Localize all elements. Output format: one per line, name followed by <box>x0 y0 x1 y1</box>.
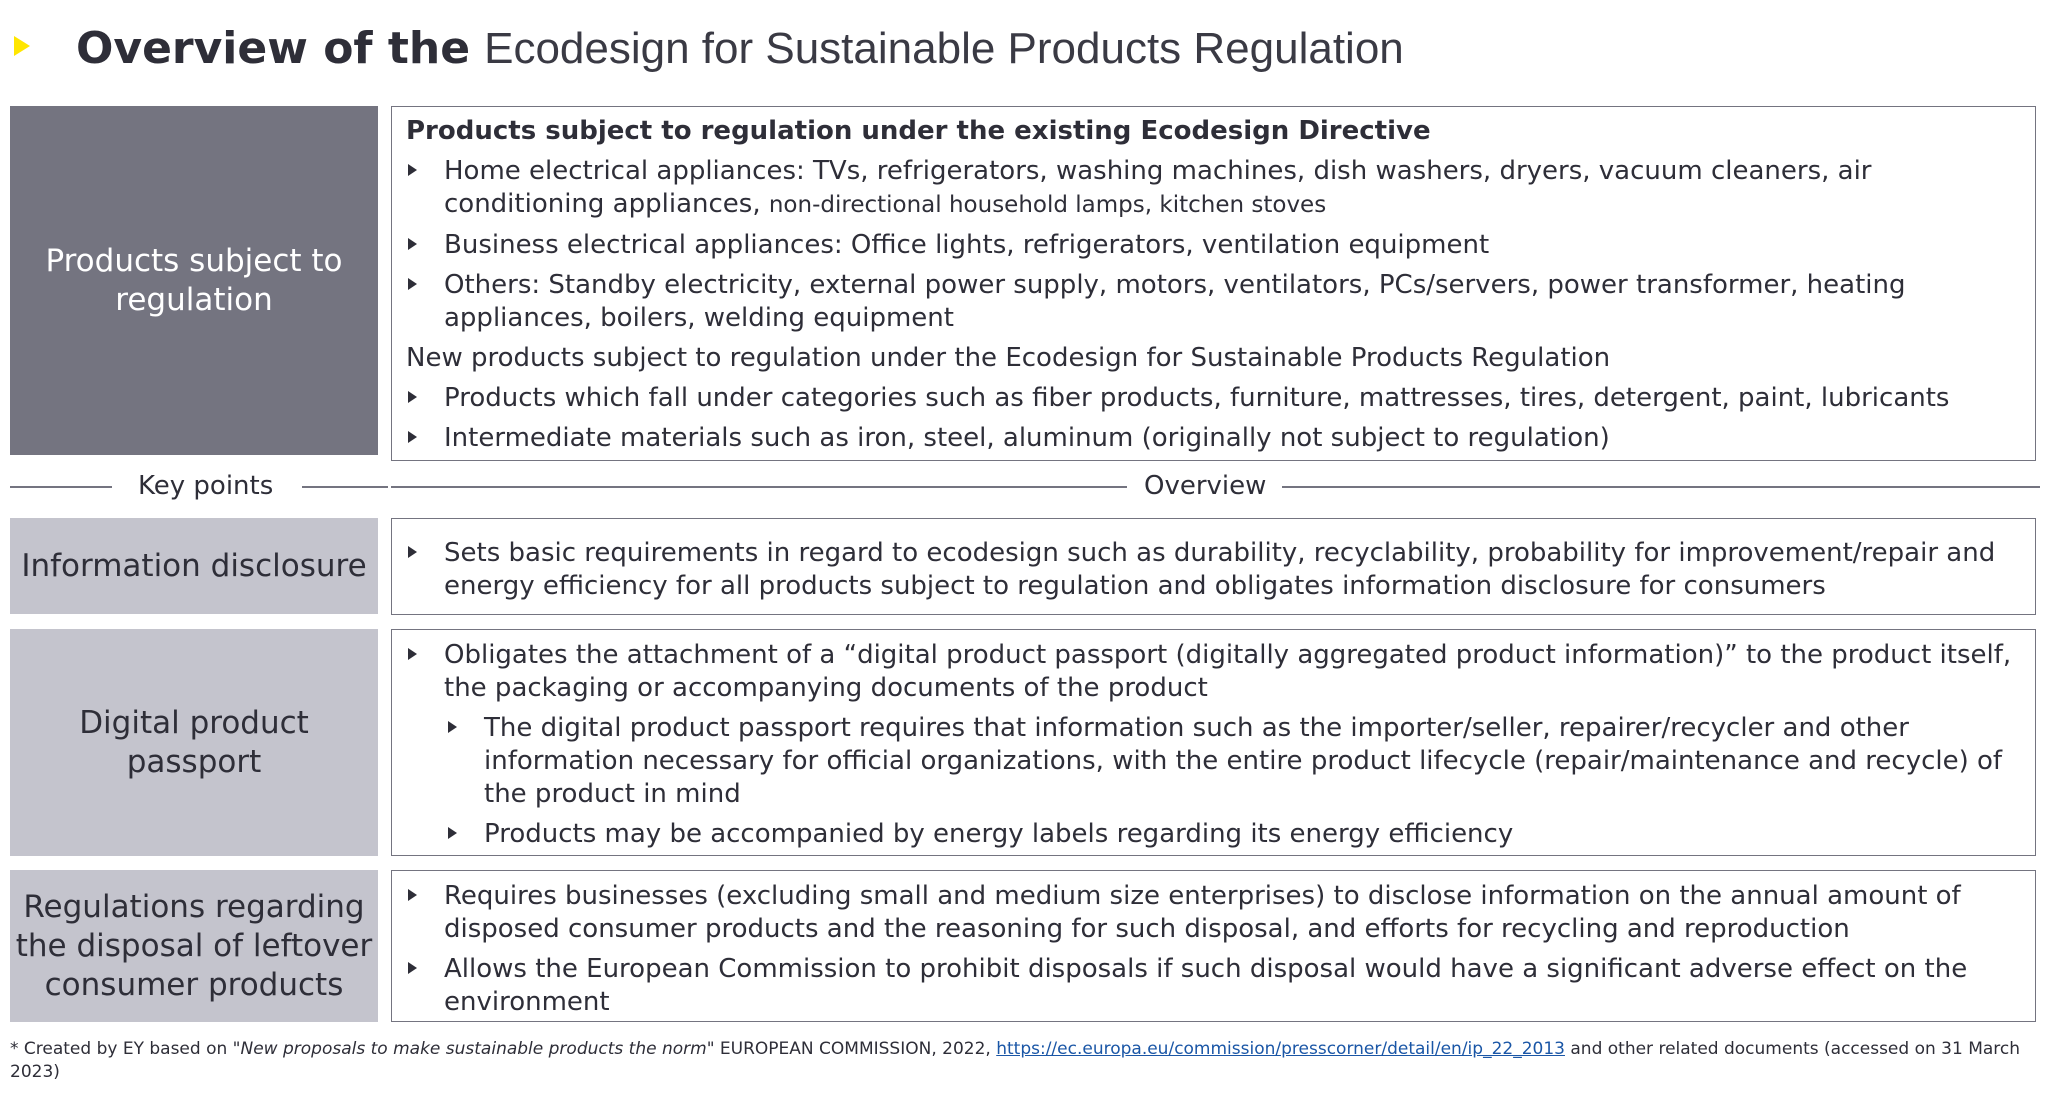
section-divider <box>10 468 2040 504</box>
home-appliances-text: Home electrical appliances: TVs, refrigerators, washing machines, dish washers, dryers, vacuum cleaners, air conditioning appliances, <box>444 156 1872 219</box>
bullet-arrow-icon <box>408 648 417 660</box>
bullet-arrow-icon <box>408 164 417 176</box>
key-digital-product-passport-label: Digital product passport <box>79 704 309 780</box>
bullet-arrow-icon <box>408 238 417 250</box>
new-item-text: Products which fall under categories such as fiber products, furniture, mattresses, tires, detergent, paint, lubricants <box>444 383 1950 413</box>
key-products <box>10 106 378 455</box>
digital-product-passport-overview <box>391 629 2036 856</box>
bullet-disposal <box>406 880 2023 946</box>
bullet-passport <box>406 639 2023 705</box>
disposal-text: Requires businesses (excluding small and medium size enterprises) to disclose information on the annual amount of disposed consumer products and the reasoning for such disposal, and efforts for recycling and reproduction <box>444 881 1961 944</box>
divider-rule <box>10 486 112 488</box>
new-heading: New products subject to regulation under the Ecodesign for Sustainable Products Regulation <box>406 343 1611 373</box>
title-bold: Overview of the <box>76 23 471 74</box>
bullet-home-appliances <box>406 155 2023 222</box>
bullet-new-item <box>406 382 2023 415</box>
passport-sub-text: Products may be accompanied by energy labels regarding its energy efficiency <box>484 819 1514 849</box>
divider-rule <box>391 486 1127 488</box>
yellow-triangle-icon <box>14 36 30 56</box>
bullet-others <box>406 269 2023 335</box>
key-disposal-regulations <box>10 870 378 1022</box>
footnote-middle: " EUROPEAN COMMISSION, 2022, <box>706 1039 991 1059</box>
business-appliances-text: Business electrical appliances: Office lights, refrigerators, ventilation equipment <box>444 230 1490 260</box>
key-information-disclosure-label: Information disclosure <box>21 547 367 584</box>
divider-rule <box>1282 486 2040 488</box>
key-information-disclosure <box>10 518 378 614</box>
bullet-arrow-icon <box>408 889 417 901</box>
overview-label: Overview <box>1144 471 1267 501</box>
disposal-text: Allows the European Commission to prohibit disposals if such disposal would have a significant adverse effect on the environment <box>444 954 1968 1017</box>
information-disclosure-text: Sets basic requirements in regard to ecodesign such as durability, recyclability, probability for improvement/repair and energy efficiency for all products subject to regulation and obligates information disclosure for consumers <box>444 538 1996 601</box>
key-products-label: Products subject to regulation <box>45 242 343 318</box>
key-digital-product-passport <box>10 629 378 856</box>
title-light: Ecodesign for Sustainable Products Regulation <box>484 24 1404 73</box>
disposal-regulations-overview <box>391 870 2036 1022</box>
others-text: Others: Standby electricity, external power supply, motors, ventilators, PCs/servers, power transformer, heating appliances, boilers, welding equipment <box>444 270 1906 333</box>
passport-sub-text: The digital product passport requires that information such as the importer/seller, repairer/recycler and other information necessary for official organizations, with the entire product lifecycle (repair/maintenance and recycle) of the product in mind <box>484 713 2003 809</box>
bullet-arrow-icon <box>408 546 417 558</box>
bullet-information-disclosure <box>406 537 2023 603</box>
bullet-new-item <box>406 422 2023 455</box>
products-overview <box>391 106 2036 461</box>
bullet-arrow-icon <box>408 391 417 403</box>
passport-text: Obligates the attachment of a “digital product passport (digitally aggregated product information)” to the product itself, the packaging or accompanying documents of the product <box>444 640 2012 703</box>
bullet-disposal <box>406 953 2023 1019</box>
key-points-label: Key points <box>138 471 274 501</box>
bullet-arrow-icon <box>448 827 457 839</box>
title-bar <box>0 14 2048 84</box>
home-appliances-small-text: non-directional household lamps, kitchen stoves <box>768 192 1327 218</box>
bullet-arrow-icon <box>408 962 417 974</box>
footnote-link[interactable]: https://ec.europa.eu/commission/presscorner/detail/en/ip_22_2013 <box>996 1039 1565 1059</box>
key-disposal-regulations-label: Regulations regarding the disposal of leftover consumer products <box>15 888 373 1003</box>
page-title <box>76 20 1404 78</box>
divider-rule <box>302 486 388 488</box>
information-disclosure-overview <box>391 518 2036 615</box>
footnote-suffix: and other related documents (accessed on 31 March 2023) <box>10 1039 2021 1082</box>
bullet-arrow-icon <box>408 431 417 443</box>
bullet-arrow-icon <box>408 278 417 290</box>
footnote-source-title: New proposals to make sustainable products the norm <box>240 1039 707 1059</box>
bullet-arrow-icon <box>448 721 457 733</box>
bullet-passport-sub <box>406 712 2023 811</box>
existing-heading: Products subject to regulation under the existing Ecodesign Directive <box>406 116 1431 146</box>
footnote-prefix: * Created by EY based on " <box>10 1039 241 1059</box>
bullet-business-appliances <box>406 229 2023 262</box>
bullet-passport-sub <box>406 818 2023 851</box>
footnote <box>10 1038 2030 1084</box>
new-item-text: Intermediate materials such as iron, steel, aluminum (originally not subject to regulation) <box>444 423 1610 453</box>
